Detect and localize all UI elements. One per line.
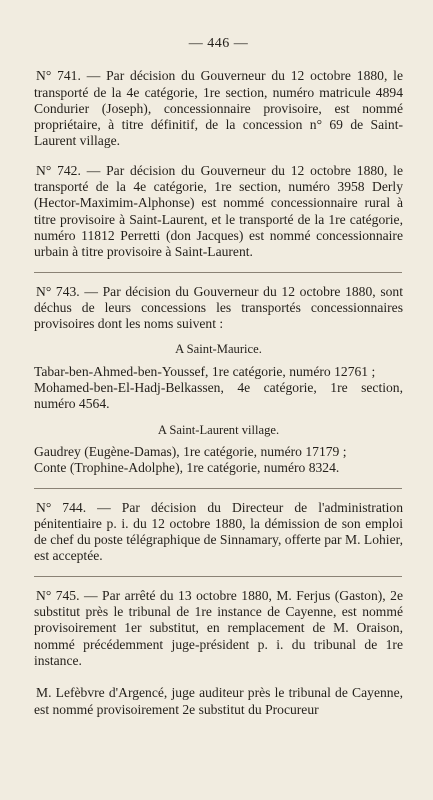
list-item: Mohamed-ben-El-Hadj-Belkassen, 4e catégorie, 1re section, numéro 4564.	[34, 380, 403, 412]
paragraph-745: N° 745. — Par arrêté du 13 octobre 1880, M. Ferjus (Gaston), 2e substitut près le tribunal de 1re instance de Cayenne, est nommé provisoirement 1er substitut, en remplacement de M. Oraison, nommé précédemment juge-président p. i. du tribunal de 1re instance.	[34, 587, 403, 668]
paragraph-742: N° 742. — Par décision du Gouverneur du 12 octobre 1880, le transporté de la 4e catégorie, 1re section, numéro 3958 Derly (Hector-Maximim-Alphonse) est nommé concessionnaire rural à titre provisoire à Saint-Laurent, et le transporté de la 1re catégorie, numéro 11812 Perretti (don Jacques) est nommé concessionnaire urbain à titre provisoire à Saint-Laurent.	[34, 162, 403, 260]
section-divider	[34, 576, 402, 577]
paragraph-743: N° 743. — Par décision du Gouverneur du 12 octobre 1880, sont déchus de leurs concessions les transportés concessionnaires provisoires dont les noms suivent :	[34, 283, 403, 332]
heading-saint-maurice: A Saint-Maurice.	[175, 342, 262, 357]
paragraph-lefebvre: M. Lefèbvre d'Argencé, juge auditeur près le tribunal de Cayenne, est nommé provisoirement 2e substitut du Procureur	[34, 685, 403, 717]
paragraph-744: N° 744. — Par décision du Directeur de l'administration pénitentiaire p. i. du 12 octobre 1880, la démission de son emploi de chef du poste télégraphique de Sinnamary, offerte par M. Lohier, est acceptée.	[34, 499, 403, 564]
heading-saint-laurent: A Saint-Laurent village.	[157, 422, 280, 437]
paragraph-741: N° 741. — Par décision du Gouverneur du 12 octobre 1880, le transporté de la 4e catégorie, 1re section, numéro matricule 4894 Condurier (Joseph), concessionnaire provisoire, est nommé propriétaire, à titre définitif, de la concession n° 69 de Saint-Laurent village.	[34, 68, 403, 149]
section-divider	[34, 272, 402, 273]
list-item: Tabar-ben-Ahmed-ben-Youssef, 1re catégorie, numéro 12761 ;	[34, 363, 376, 379]
section-divider	[34, 488, 402, 489]
page-number: — 446 —	[188, 36, 249, 51]
list-item: Conte (Trophine-Adolphe), 1re catégorie, numéro 8324.	[34, 460, 340, 476]
list-item: Gaudrey (Eugène-Damas), 1re catégorie, numéro 17179 ;	[34, 443, 347, 459]
